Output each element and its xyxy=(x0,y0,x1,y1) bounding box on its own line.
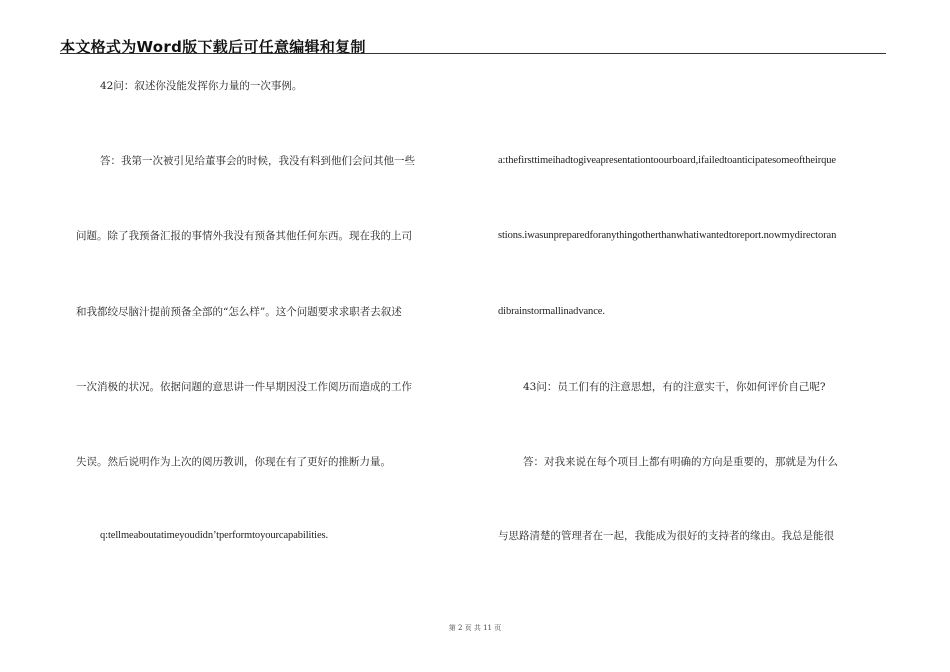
left-line-7: q:tellmeaboutatimeyoudidn’tperformtoyourcapabilities. xyxy=(100,530,329,541)
right-line-1: a:thefirsttimeihadtogiveapresentationtoourboard,ifailedtoanticipatesomeoftheirque xyxy=(498,155,836,166)
right-line-3: dibrainstormallinadvance. xyxy=(498,306,605,317)
document-banner: 本文格式为Word版下载后可任意编辑和复制 xyxy=(60,38,366,56)
header-rule xyxy=(60,53,886,54)
right-line-6: 与思路清楚的管理者在一起，我能成为很好的支持者的缘由。我总是能很 xyxy=(498,530,834,542)
left-line-5: 一次消极的状况。依据问题的意思讲一件早期因没工作阅历而造成的工作 xyxy=(76,381,412,393)
left-line-6: 失误。然后说明作为上次的阅历教训，你现在有了更好的推断力量。 xyxy=(76,456,391,468)
right-line-4: 43问：员工们有的注意思想，有的注意实干，你如何评价自己呢? xyxy=(523,381,826,393)
left-line-4: 和我都绞尽脑汁提前预备全部的“怎么样”。这个问题要求求职者去叙述 xyxy=(76,306,402,318)
page-footer: 第 2 页 共 11 页 xyxy=(448,624,502,632)
left-line-1: 42问：叙述你没能发挥你力量的一次事例。 xyxy=(100,80,303,92)
right-line-2: stions.iwasunpreparedforanythingotherthanwhatiwantedtoreport.nowmydirectoran xyxy=(498,230,837,241)
left-line-2: 答：我第一次被引见给董事会的时候，我没有料到他们会问其他一些 xyxy=(100,155,415,167)
right-line-5: 答：对我来说在每个项目上都有明确的方向是重要的，那就是为什么 xyxy=(523,456,838,468)
left-line-3: 问题。除了我预备汇报的事情外我没有预备其他任何东西。现在我的上司 xyxy=(76,230,412,242)
